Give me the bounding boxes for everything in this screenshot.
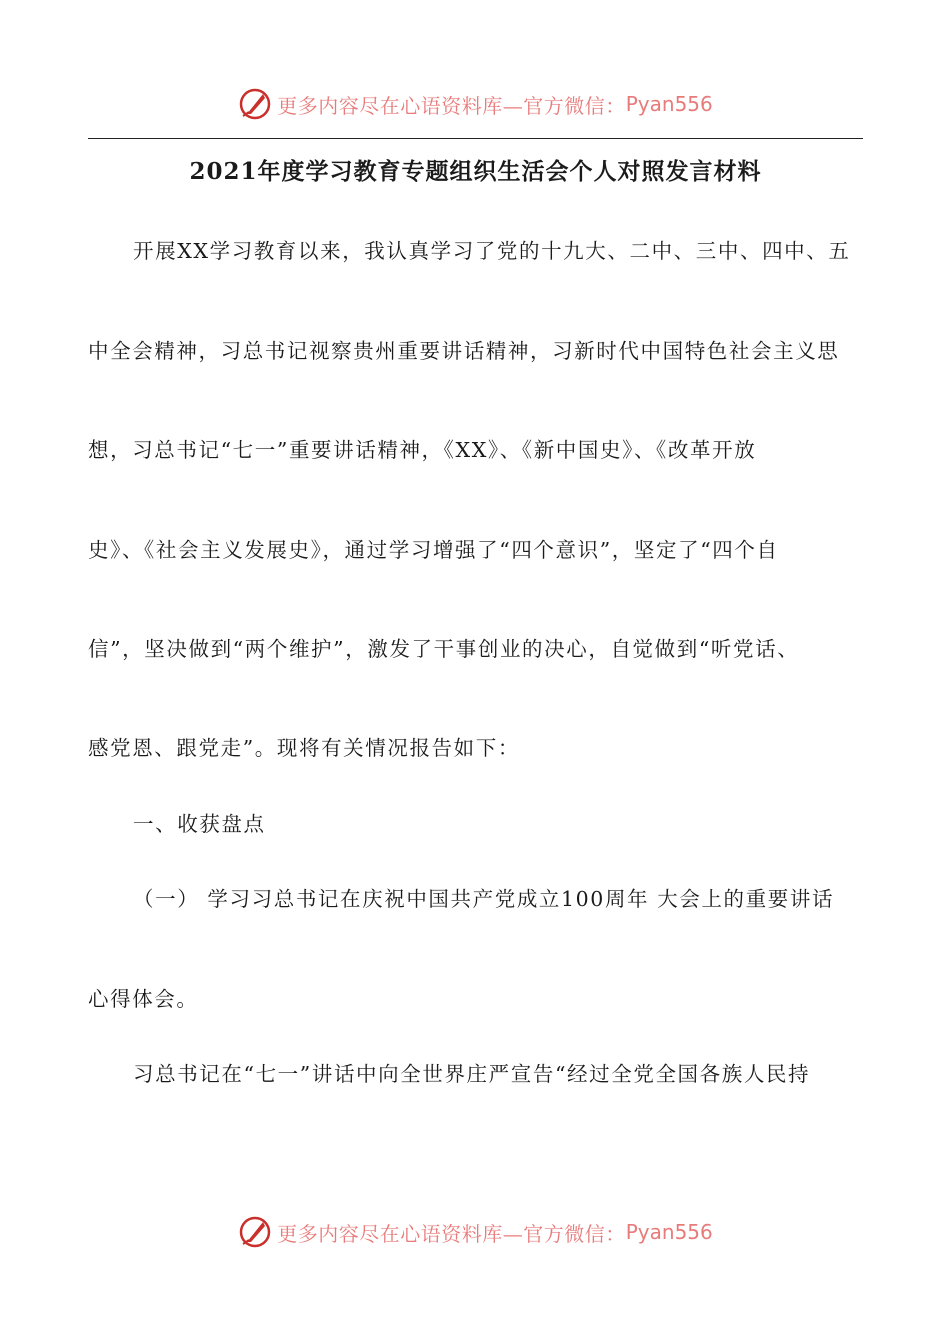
body-line: 开展XX学习教育以来，我认真学习了党的十九大、二中、三中、四中、五 xyxy=(133,239,851,263)
quill-logo-icon xyxy=(237,86,273,122)
body-line: 感党恩、跟党走”。现将有关情况报告如下： xyxy=(88,736,520,760)
body-line: 信”，坚决做到“两个维护”，激发了干事创业的决心，自觉做到“听党话、 xyxy=(88,637,800,661)
body-line: 心得体会。 xyxy=(88,987,199,1011)
body-line: 中全会精神，习总书记视察贵州重要讲话精神，习新时代中国特色社会主义思 xyxy=(88,339,840,363)
body-line: 想，习总书记“七一”重要讲话精神，《XX》、《新中国史》、《改革开放 xyxy=(88,438,757,462)
body-line: 史》、《社会主义发展史》，通过学习增强了“四个意识”，坚定了“四个自 xyxy=(88,538,779,562)
footer-banner xyxy=(0,1210,950,1254)
banner-wechat-id: Pyan556 xyxy=(625,92,713,116)
quill-logo-icon xyxy=(237,1214,273,1250)
document-title: 2021年度学习教育专题组织生活会个人对照发言材料 xyxy=(189,158,762,185)
banner-wechat-id: Pyan556 xyxy=(625,1220,713,1244)
header-banner xyxy=(0,82,950,126)
banner-text: 更多内容尽在心语资料库—官方微信： xyxy=(277,93,626,118)
banner-text: 更多内容尽在心语资料库—官方微信： xyxy=(277,1221,626,1246)
header-divider xyxy=(88,138,863,139)
body-line: 习总书记在“七一”讲话中向全世界庄严宣告“经过全党全国各族人民持 xyxy=(133,1062,811,1086)
section-heading: 一、收获盘点 xyxy=(133,812,266,836)
subsection-heading: （一） 学习习总书记在庆祝中国共产党成立100周年 大会上的重要讲话 xyxy=(133,887,835,911)
